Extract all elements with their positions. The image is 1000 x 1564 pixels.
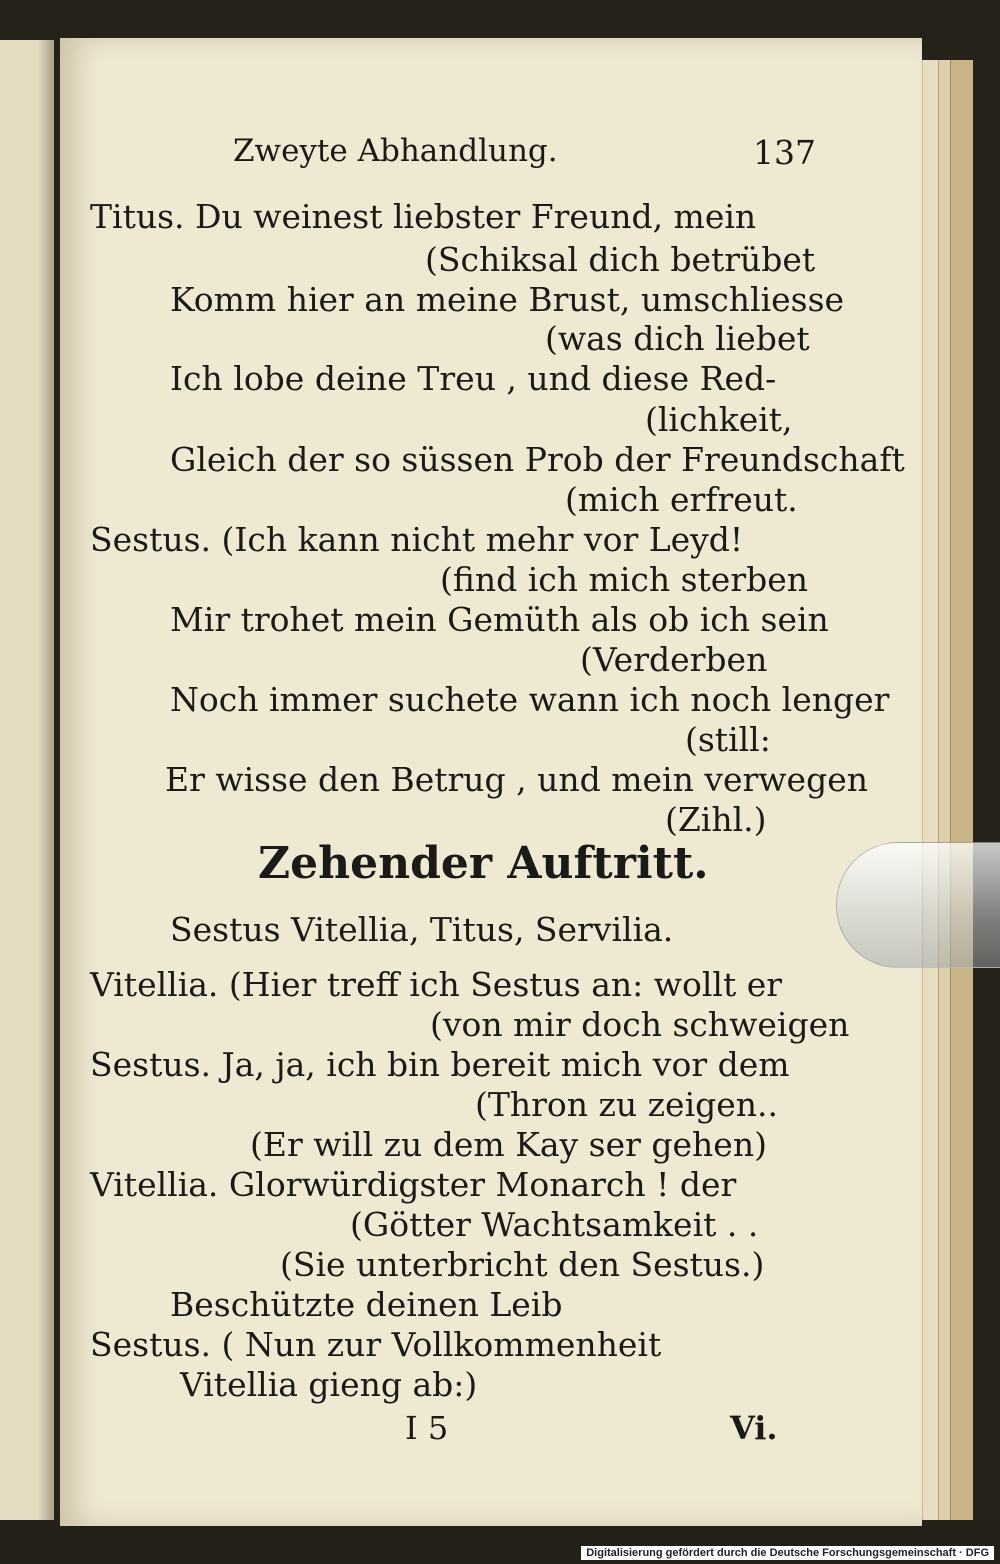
text-line: (still: <box>685 720 771 759</box>
footer-credit: Digitalisierung gefördert durch die Deutsche Forschungsgemeinschaft · DFG <box>581 1546 994 1560</box>
text-line: Ich lobe deine Treu , und diese Red- <box>170 359 777 398</box>
text-line: Vitellia gieng ab:) <box>180 1365 478 1404</box>
page-holder-clip <box>836 842 1000 968</box>
text-line: Sestus Vitellia, Titus, Servilia. <box>170 910 674 949</box>
text-line: Er wisse den Betrug , und mein verwegen <box>165 760 868 799</box>
text-line: Komm hier an meine Brust, umschliesse <box>170 280 845 319</box>
text-line: Titus. Du weinest liebster Freund, mein <box>90 197 757 236</box>
text-line: Sestus. Ja, ja, ich bin bereit mich vor dem <box>90 1045 790 1084</box>
catchword: Vi. <box>730 1409 778 1447</box>
scene-heading: Zehender Auftritt. <box>258 838 709 889</box>
text-line: (was dich liebet <box>545 319 810 358</box>
text-line: Sestus. ( Nun zur Vollkommenheit <box>90 1325 662 1364</box>
text-line: (Er will zu dem Kay ser gehen) <box>250 1125 767 1164</box>
page-edge-1 <box>922 60 939 1520</box>
text-line: Vitellia. Glorwürdigster Monarch ! der <box>90 1165 737 1204</box>
text-line: Vitellia. (Hier treff ich Sestus an: wollt er <box>90 965 783 1004</box>
text-line: (Schiksal dich betrübet <box>425 240 816 279</box>
text-line: Noch immer suchete wann ich noch lenger <box>170 680 890 719</box>
text-line: (von mir doch schweigen <box>430 1005 850 1044</box>
text-line: (lichkeit, <box>645 400 793 439</box>
page-number: 137 <box>753 133 816 172</box>
running-head: Zweyte Abhandlung. <box>233 133 558 169</box>
text-line: Sestus. (Ich kann nicht mehr vor Leyd! <box>90 520 744 559</box>
text-line: Gleich der so süssen Prob der Freundschaft <box>170 440 905 479</box>
text-line: (Zihl.) <box>665 800 767 839</box>
text-line: (Götter Wachtsamkeit . . <box>350 1205 759 1244</box>
text-line: (Verderben <box>580 640 768 679</box>
text-line: (Sie unterbricht den Sestus.) <box>280 1245 765 1284</box>
text-line: (Thron zu zeigen.. <box>475 1085 779 1124</box>
text-line: (mich erfreut. <box>565 480 798 519</box>
text-line: Mir trohet mein Gemüth als ob ich sein <box>170 600 829 639</box>
text-line: (find ich mich sterben <box>440 560 809 599</box>
signature-mark: I 5 <box>405 1409 449 1447</box>
page-edge-3 <box>950 60 973 1520</box>
left-page-edge <box>0 40 54 1520</box>
text-line: Beschützte deinen Leib <box>170 1285 563 1324</box>
